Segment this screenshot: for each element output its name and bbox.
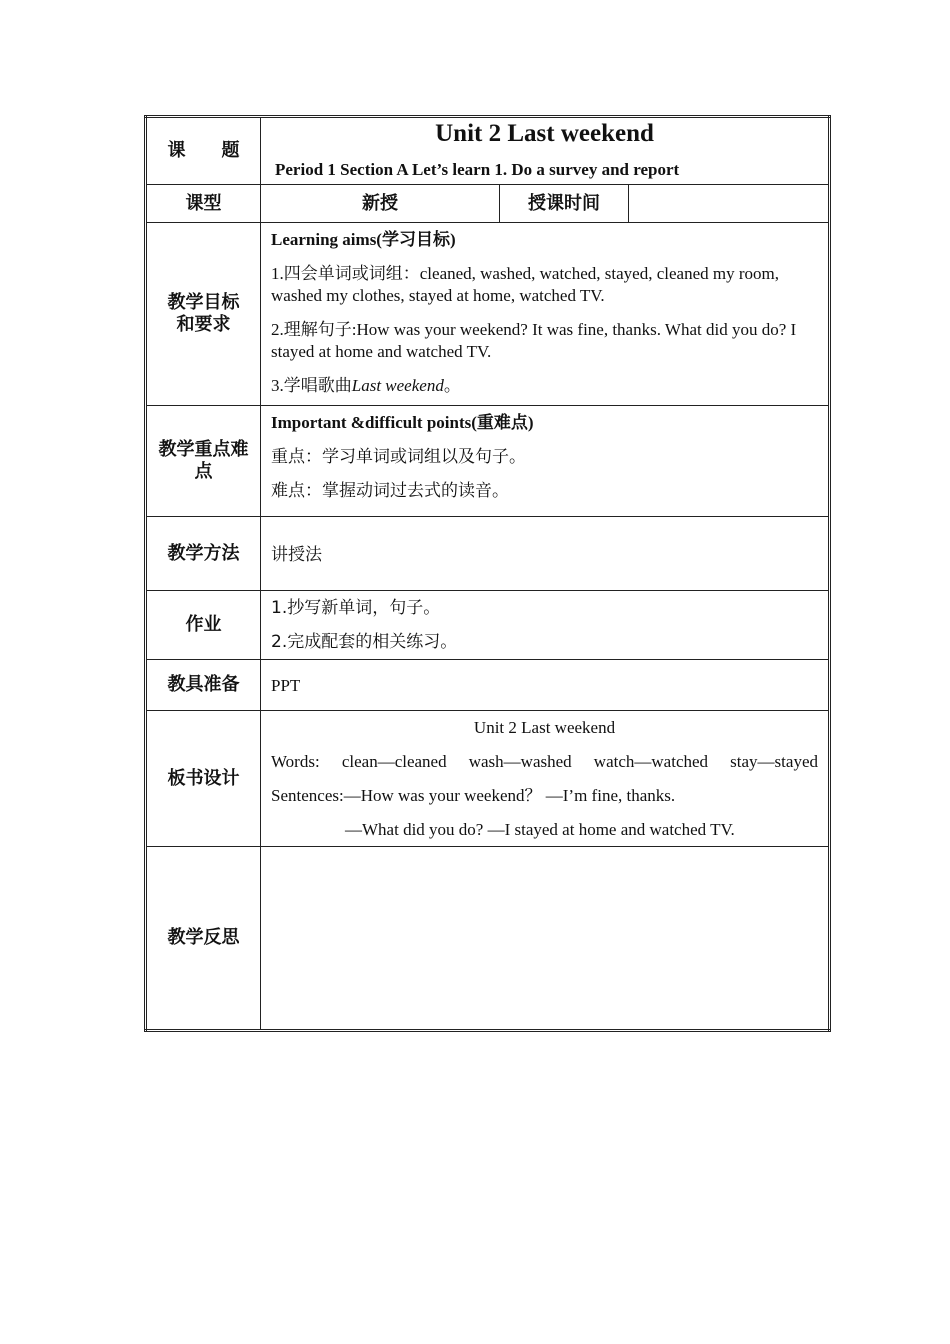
key-point-2: 难点：掌握动词过去式的读音。 bbox=[271, 481, 509, 501]
key-points-label bbox=[146, 406, 261, 517]
tools-value: PPT bbox=[261, 660, 830, 711]
lesson-plan-table bbox=[144, 115, 831, 1032]
board-words: Words: clean—cleaned wash—washed watch—watched stay—stayed bbox=[271, 752, 818, 771]
method-label: 教学方法 bbox=[146, 517, 261, 591]
board-sentences-1: Sentences:—How was your weekend？ —I’m fine, thanks. bbox=[271, 786, 676, 805]
reflection-label: 教学反思 bbox=[146, 847, 261, 1031]
reflection-row bbox=[146, 847, 830, 1031]
method-value: 讲授法 bbox=[261, 517, 830, 591]
topic-label: 课 题 bbox=[146, 117, 261, 185]
aims-heading: Learning aims(学习目标) bbox=[271, 230, 456, 249]
tools-row bbox=[146, 660, 830, 711]
lesson-subtitle: Period 1 Section A Let’s learn 1. Do a survey and report bbox=[275, 160, 680, 179]
time-value bbox=[629, 185, 830, 223]
key-point-1: 重点：学习单词或词组以及句子。 bbox=[271, 447, 526, 467]
aims-item-3-prefix: 3.学唱歌曲 bbox=[271, 376, 352, 395]
aims-item-3 bbox=[271, 375, 818, 397]
reflection-value bbox=[261, 847, 830, 1031]
key-points-heading: Important &difficult points(重难点) bbox=[271, 413, 534, 432]
method-row bbox=[146, 517, 830, 591]
board-sentences-2: —What did you do? —I stayed at home and watched TV. bbox=[345, 820, 735, 839]
lesson-title: Unit 2 Last weekend bbox=[435, 120, 654, 147]
aims-content bbox=[261, 223, 830, 406]
board-label: 板书设计 bbox=[146, 711, 261, 847]
aims-item-2: 2.理解句子:How was your weekend? It was fine, thanks. What did you do? I stayed at home and watched TV. bbox=[271, 320, 797, 361]
homework-label: 作业 bbox=[146, 591, 261, 660]
type-label: 课型 bbox=[146, 185, 261, 223]
homework-item-1: 1.抄写新单词，句子。 bbox=[271, 598, 441, 618]
key-points-row bbox=[146, 406, 830, 517]
song-suffix: 。 bbox=[443, 376, 461, 395]
board-title: Unit 2 Last weekend bbox=[473, 718, 616, 737]
aims-label bbox=[146, 223, 261, 406]
aims-item-1: 1.四会单词或词组：cleaned, washed, watched, stayed, cleaned my room, washed my clothes, stayed at home, watched TV. bbox=[271, 264, 779, 305]
key-points-content bbox=[261, 406, 830, 517]
title-cell bbox=[261, 117, 830, 185]
time-label: 授课时间 bbox=[500, 185, 629, 223]
homework-row bbox=[146, 591, 830, 660]
homework-item-2: 2.完成配套的相关练习。 bbox=[271, 632, 458, 652]
type-row bbox=[146, 185, 830, 223]
song-title: Last weekend bbox=[351, 376, 444, 395]
type-value: 新授 bbox=[261, 185, 500, 223]
key-points-label-text: 教学重点难点 bbox=[158, 439, 249, 482]
title-row bbox=[146, 117, 830, 185]
tools-label: 教具准备 bbox=[146, 660, 261, 711]
board-content bbox=[261, 711, 830, 847]
homework-content bbox=[261, 591, 830, 660]
aims-row bbox=[146, 223, 830, 406]
board-row bbox=[146, 711, 830, 847]
aims-label-text: 教学目标和要求 bbox=[167, 292, 240, 335]
